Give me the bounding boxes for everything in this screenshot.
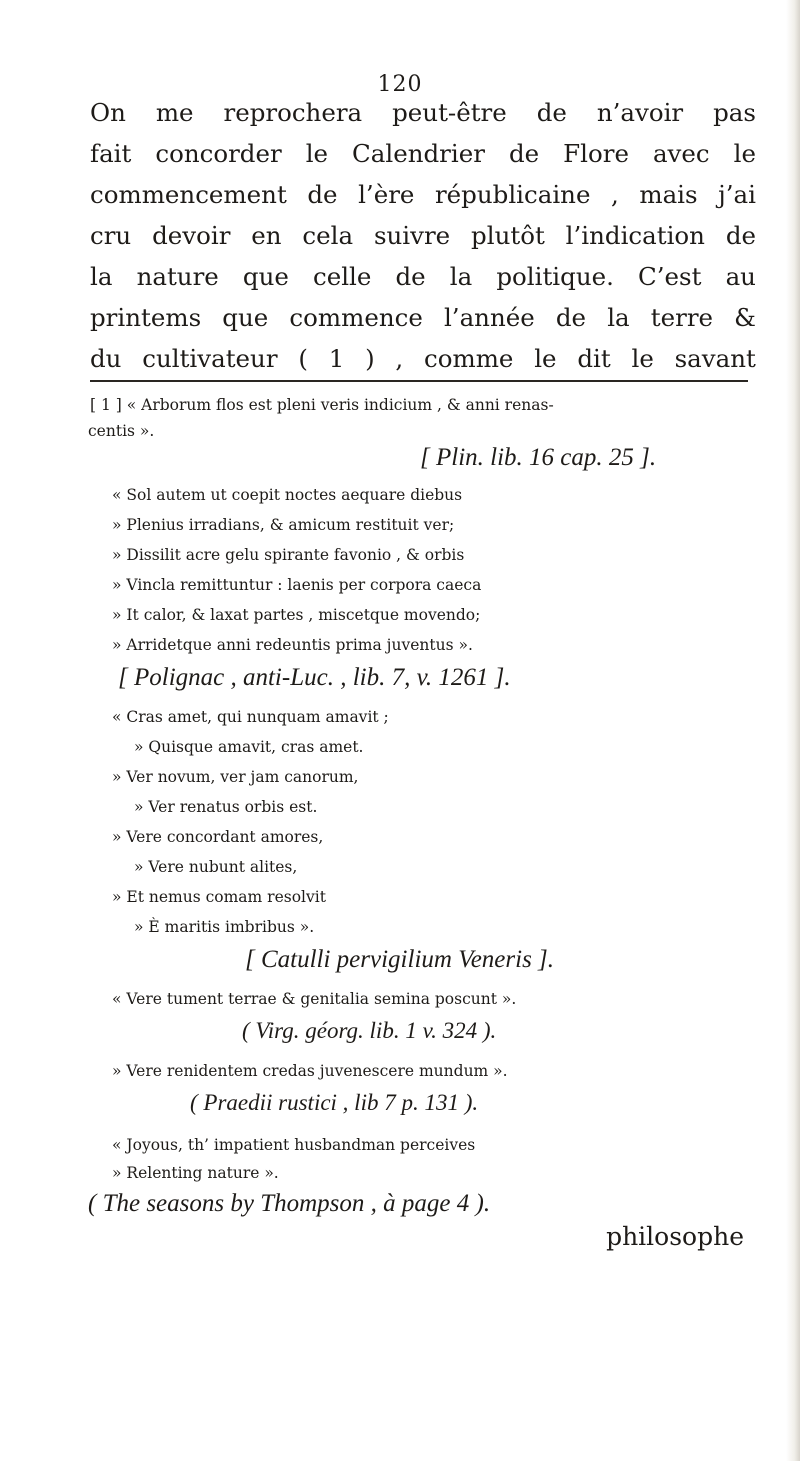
word: l’ère xyxy=(358,180,415,209)
word: de xyxy=(508,139,540,168)
word: l’année xyxy=(443,303,535,332)
word: en xyxy=(251,221,282,250)
word: de xyxy=(536,98,567,127)
verse-line: » Dissilit acre gelu spirante favonio , & orbis xyxy=(112,546,465,564)
word: Calendrier xyxy=(352,139,485,168)
word: reprochera xyxy=(223,98,363,127)
verse-line: » Ver renatus orbis est. xyxy=(134,798,318,816)
body-line xyxy=(90,338,756,379)
citation-pliny: [ Plin. lib. 16 cap. 25 ]. xyxy=(420,444,657,471)
verse-line: « Joyous, th’ impatient husbandman perceives xyxy=(112,1136,476,1154)
word: terre xyxy=(650,303,714,332)
word: de xyxy=(395,262,426,291)
word: la xyxy=(449,262,473,291)
verse-line: » È maritis imbribus ». xyxy=(134,918,315,936)
word: que xyxy=(222,303,269,332)
main-paragraph xyxy=(90,92,756,379)
word: cru xyxy=(90,221,132,250)
footnote-line: [ 1 ] « Arborum flos est pleni veris indicium , & anni renas- xyxy=(90,396,554,414)
catchword: philosophe xyxy=(606,1222,744,1251)
verse-line: « Sol autem ut coepit noctes aequare diebus xyxy=(112,486,463,504)
citation-praedium: ( Praedii rustici , lib 7 p. 131 ). xyxy=(190,1090,479,1115)
citation-polignac: [ Polignac , anti-Luc. , lib. 7, v. 1261 ]. xyxy=(118,664,511,691)
citation-virgil: ( Virg. géorg. lib. 1 v. 324 ). xyxy=(242,1018,497,1043)
word: me xyxy=(155,98,194,127)
word: mais xyxy=(639,180,698,209)
word: cela xyxy=(302,221,354,250)
word: concorder xyxy=(155,139,282,168)
verse-line: » Vere concordant amores, xyxy=(112,828,324,846)
word: comme xyxy=(423,344,514,373)
word: ) xyxy=(365,344,375,373)
word: devoir xyxy=(152,221,231,250)
body-line xyxy=(90,215,756,256)
footnote-line: centis ». xyxy=(88,422,155,440)
word: & xyxy=(734,303,756,332)
word: de xyxy=(555,303,587,332)
body-line xyxy=(90,256,756,297)
page-edge-shadow xyxy=(786,0,800,1461)
body-line xyxy=(90,133,756,174)
word: dit xyxy=(577,344,611,373)
word: le xyxy=(534,344,557,373)
verse-line: » Et nemus comam resolvit xyxy=(112,888,326,906)
word: suivre xyxy=(373,221,451,250)
word: le xyxy=(631,344,654,373)
word: cultivateur xyxy=(142,344,278,373)
footnote-rule xyxy=(90,380,748,382)
verse-line: » Quisque amavit, cras amet. xyxy=(134,738,364,756)
word: j’ai xyxy=(718,180,756,209)
word: la xyxy=(90,262,113,291)
verse-line: » Arridetque anni redeuntis prima juventus ». xyxy=(112,636,473,654)
word: commencement xyxy=(90,180,287,209)
verse-line: » It calor, & laxat partes , miscetque movendo; xyxy=(112,606,481,624)
verse-line: » Ver novum, ver jam canorum, xyxy=(112,768,359,786)
word: On xyxy=(90,98,126,127)
word: 1 xyxy=(328,344,345,373)
word: , xyxy=(611,180,619,209)
word: printems xyxy=(90,303,202,332)
citation-thompson: ( The seasons by Thompson , à page 4 ). xyxy=(88,1190,491,1217)
word: celle xyxy=(312,262,372,291)
verse-line: » Plenius irradians, & amicum restituit ver; xyxy=(112,516,455,534)
word: C’est xyxy=(638,262,702,291)
page-number: 120 xyxy=(377,72,423,97)
word: commence xyxy=(289,303,423,332)
word: pas xyxy=(713,98,756,127)
body-line xyxy=(90,92,756,133)
word: Flore xyxy=(563,139,629,168)
word: républicaine xyxy=(434,180,591,209)
word: avec xyxy=(652,139,710,168)
word: peut-être xyxy=(392,98,507,127)
word: nature xyxy=(136,262,219,291)
word: l’indication xyxy=(565,221,705,250)
word: , xyxy=(395,344,404,373)
verse-line: » Vere nubunt alites, xyxy=(134,858,298,876)
word: que xyxy=(242,262,289,291)
word: ( xyxy=(298,344,308,373)
word: plutôt xyxy=(471,221,545,250)
word: du xyxy=(90,344,122,373)
word: au xyxy=(725,262,756,291)
word: la xyxy=(607,303,630,332)
body-line xyxy=(90,297,756,338)
word: fait xyxy=(90,139,132,168)
word: de xyxy=(307,180,338,209)
verse-line: « Cras amet, qui nunquam amavit ; xyxy=(112,708,389,726)
citation-catullus: [ Catulli pervigilium Veneris ]. xyxy=(245,946,555,973)
verse-line: « Vere tument terrae & genitalia semina poscunt ». xyxy=(112,990,517,1008)
word: savant xyxy=(674,344,756,373)
body-line xyxy=(90,174,756,215)
word: de xyxy=(725,221,756,250)
verse-line: » Relenting nature ». xyxy=(112,1164,279,1182)
verse-line: » Vincla remittuntur : laenis per corpora caeca xyxy=(112,576,482,594)
word: politique. xyxy=(496,262,614,291)
word: le xyxy=(305,139,329,168)
word: n’avoir xyxy=(596,98,684,127)
word: le xyxy=(733,139,756,168)
verse-line: » Vere renidentem credas juvenescere mundum ». xyxy=(112,1062,508,1080)
